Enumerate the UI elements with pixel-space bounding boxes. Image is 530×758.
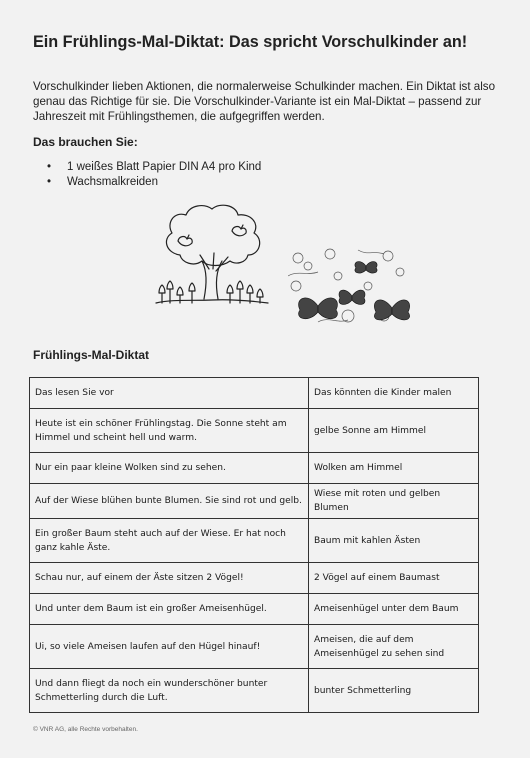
header-cell: Das lesen Sie vor: [30, 378, 309, 409]
needs-item: • Wachsmalkreiden: [33, 175, 261, 190]
page-title: Ein Frühlings-Mal-Diktat: Das spricht Vorschulkinder an!: [33, 33, 468, 51]
butterfly-icon: [299, 298, 338, 319]
table-cell: Ui, so viele Ameisen laufen auf den Hügel hinauf!: [30, 625, 309, 669]
table-row: [30, 625, 479, 669]
table-cell: Heute ist ein schöner Frühlingstag. Die Sonne steht am Himmel und scheint hell und warm.: [30, 409, 309, 453]
tree-illustration: [152, 203, 272, 318]
table-cell: Ameisen, die auf dem Ameisenhügel zu sehen sind: [309, 625, 479, 669]
butterfly-icon: [374, 300, 409, 320]
table-cell: 2 Vögel auf einem Baumast: [309, 563, 479, 594]
table-header-row: [30, 378, 479, 409]
dictation-table: [29, 377, 479, 713]
table-cell: Nur ein paar kleine Wolken sind zu sehen.: [30, 453, 309, 484]
table-cell: bunter Schmetterling: [309, 669, 479, 713]
table-cell: Und dann fliegt da noch ein wunderschöner bunter Schmetterling durch die Luft.: [30, 669, 309, 713]
table-row: [30, 409, 479, 453]
copyright-footer: © VNR AG, alle Rechte vorbehalten.: [33, 726, 138, 733]
table-cell: gelbe Sonne am Himmel: [309, 409, 479, 453]
table-row: [30, 669, 479, 713]
bird-icon: [232, 227, 246, 236]
table-row: [30, 594, 479, 625]
needs-item: • 1 weißes Blatt Papier DIN A4 pro Kind: [33, 160, 261, 175]
table-row: [30, 563, 479, 594]
butterfly-icon: [339, 290, 365, 304]
table-cell: Auf der Wiese blühen bunte Blumen. Sie sind rot und gelb.: [30, 484, 309, 519]
intro-paragraph: Vorschulkinder lieben Aktionen, die normalerweise Schulkinder machen. Ein Diktat ist also genau das Richtige für sie. Die Vorschulkinder-Variante ist ein Mal-Diktat – passend zur Jahreszeit mit Frühlingsthemen, die aufgegriffen werden.: [33, 80, 496, 123]
table-cell: Und unter dem Baum ist ein großer Ameisenhügel.: [30, 594, 309, 625]
bird-icon: [178, 237, 192, 246]
table-cell: Schau nur, auf einem der Äste sitzen 2 Vögel!: [30, 563, 309, 594]
table-row: [30, 519, 479, 563]
needs-heading: Das brauchen Sie:: [33, 135, 138, 149]
table-cell: Wolken am Himmel: [309, 453, 479, 484]
butterflies-illustration: [288, 246, 410, 328]
table-cell: Ein großer Baum steht auch auf der Wiese. Er hat noch ganz kahle Äste.: [30, 519, 309, 563]
table-cell: Wiese mit roten und gelben Blumen: [309, 484, 479, 519]
table-cell: Ameisenhügel unter dem Baum: [309, 594, 479, 625]
butterfly-icon: [355, 262, 377, 274]
header-cell: Das könnten die Kinder malen: [309, 378, 479, 409]
table-cell: Baum mit kahlen Ästen: [309, 519, 479, 563]
needs-list: [33, 160, 261, 190]
table-row: [30, 484, 479, 519]
dictation-heading: Frühlings-Mal-Diktat: [33, 348, 149, 362]
table-row: [30, 453, 479, 484]
